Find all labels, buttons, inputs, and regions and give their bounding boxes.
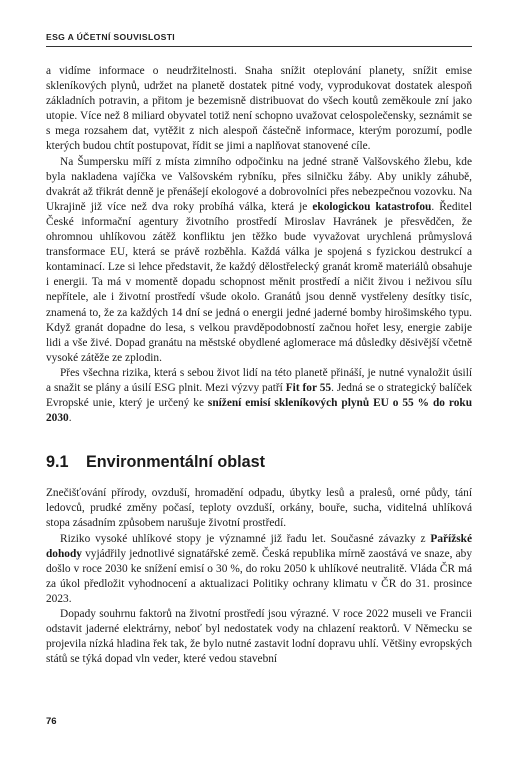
paragraph-2 <box>46 155 472 366</box>
paragraph-3-text-cont: . Jedná se o strategický balíček Evropské unie, který je určený ke <box>46 381 472 410</box>
paragraph-3 <box>46 366 472 426</box>
section-number: 9.1 <box>46 453 69 472</box>
emphasis-paris-agreement: Pařížské dohody <box>46 532 472 560</box>
emphasis-ecological-catastrophe: ekologickou katastrofou <box>312 200 432 213</box>
section-title: Environmentální oblast <box>86 453 265 472</box>
paragraph-1: a vidíme informace o neudržitelnosti. Snaha snížit oteplování planety, snížit emise skleníkových plynů, udržet na planetě dostatek pitné vody, vyprodukovat dostatek alespoň základních potravin, a přitom je bezemisně distribuovat do všech koutů zeměkoule zní jako utopie. Více než 8 miliard obyvatel totiž není schopno uvažovat celospolečensky, seznámit se s mega rozsahem dat, vytěžit z nich alespoň částečně informace, kterým porozumí, podle kterých budou chtít postupovat, řídit se jimi a naplňovat stanovené cíle. <box>46 65 472 153</box>
paragraph-5-text: Riziko vysoké uhlíkové stopy je významné již řadu let. Současné závazky z <box>60 532 431 545</box>
paragraph-3-text-end: . <box>68 412 72 425</box>
page-number: 76 <box>46 716 57 727</box>
emphasis-emission-target: snížení emisí skleníkových plynů EU o 55 % do roku 2030 <box>46 397 472 425</box>
running-head: ESG A ÚČETNÍ SOUVISLOSTI <box>46 32 472 47</box>
paragraph-3-text: Přes všechna rizika, která s sebou život lidí na této planetě přináší, je nutné vynaložit úsilí a snažit se plány a úsilí ESG plnit. Mezi výzvy patří <box>46 366 472 394</box>
paragraph-5 <box>46 532 472 607</box>
paragraph-5-text-cont: vyjádřily jednotlivé signatářské země. Česká republika mírně zaostává ve snaze, aby došlo v roce 2030 ke snížení emisí o 30 %, do roku 2050 k uhlíkové neutralitě. Vláda ČR má za úkol předložit vyhodnocení a aktualizaci Politiky ochrany klimatu v ČR do 31. prosince 2023. <box>46 547 472 605</box>
section-heading <box>46 452 472 472</box>
emphasis-fit-for-55: Fit for 55 <box>285 381 332 394</box>
body-text <box>46 64 472 667</box>
paragraph-2-text: Na Šumpersku míří z místa zimního odpočinku na jedné straně Valšovského žlebu, kde byla nakladena vajíčka ve Valšovském rybníku, přes silničku žáby. Aby unikly záhubě, dvakrát až třikrát denně je přenášejí ekologové a dobrovolníci přes nebezpečnou vozovku. Na Ukrajině již více než dva roky probíhá válka, která je <box>46 155 472 213</box>
paragraph-4: Znečišťování přírody, ovzduší, hromadění odpadu, úbytky lesů a pralesů, orné půdy, tání ledovců, prudké změny počasí, teploty ovzduší, orkány, bouře, sucha, viditelná uhlíková stopa zásadním způsobem narušuje životní prostředí. <box>46 487 472 530</box>
paragraph-6: Dopady souhrnu faktorů na životní prostředí jsou výrazné. V roce 2022 museli ve Francii odstavit jaderné elektrárny, neboť byl nedostatek vody na chlazení reaktorů. V Německu se projevila nízká hladina řek tak, že bylo nutné zastavit lodní dopravu uhlí. Většiny evropských států se týká dopad vln veder, které vedou stavební <box>46 608 472 666</box>
paragraph-2-text-cont: . Ředitel České informační agentury životního prostředí Miroslav Havránek je přesvědčen, že ohromnou uhlíkovou zátěž konfliktu jen těžko bude vyvažovat urychlená průmyslová transformace EU, která se právě rozběhla. Každá válka je spojená s fyzickou destrukcí a kontaminací. Lze si lehce představit, že každý dělostřelecký granát kromě materiálů obsahuje i energii. Ta má v momentě dopadu schopnost měnit prostředí a ničit živou i neživou sílu nepřítele, ale i životní prostředí všude okolo. Granátů jsou denně vystřeleny desítky tisíc, znamená to, že za každých 14 dní se jedná o energii jedné jaderné bomby hirošimského typu. Když granát dopadne do lesa, s velkou pravděpodobností začnou hořet lesy, energie zabije lidi a vše živé. Dopad granátu na městské obydlené aglomerace má důsledky děsivější včetně vysoké zátěže ze zplodin. <box>46 200 472 364</box>
